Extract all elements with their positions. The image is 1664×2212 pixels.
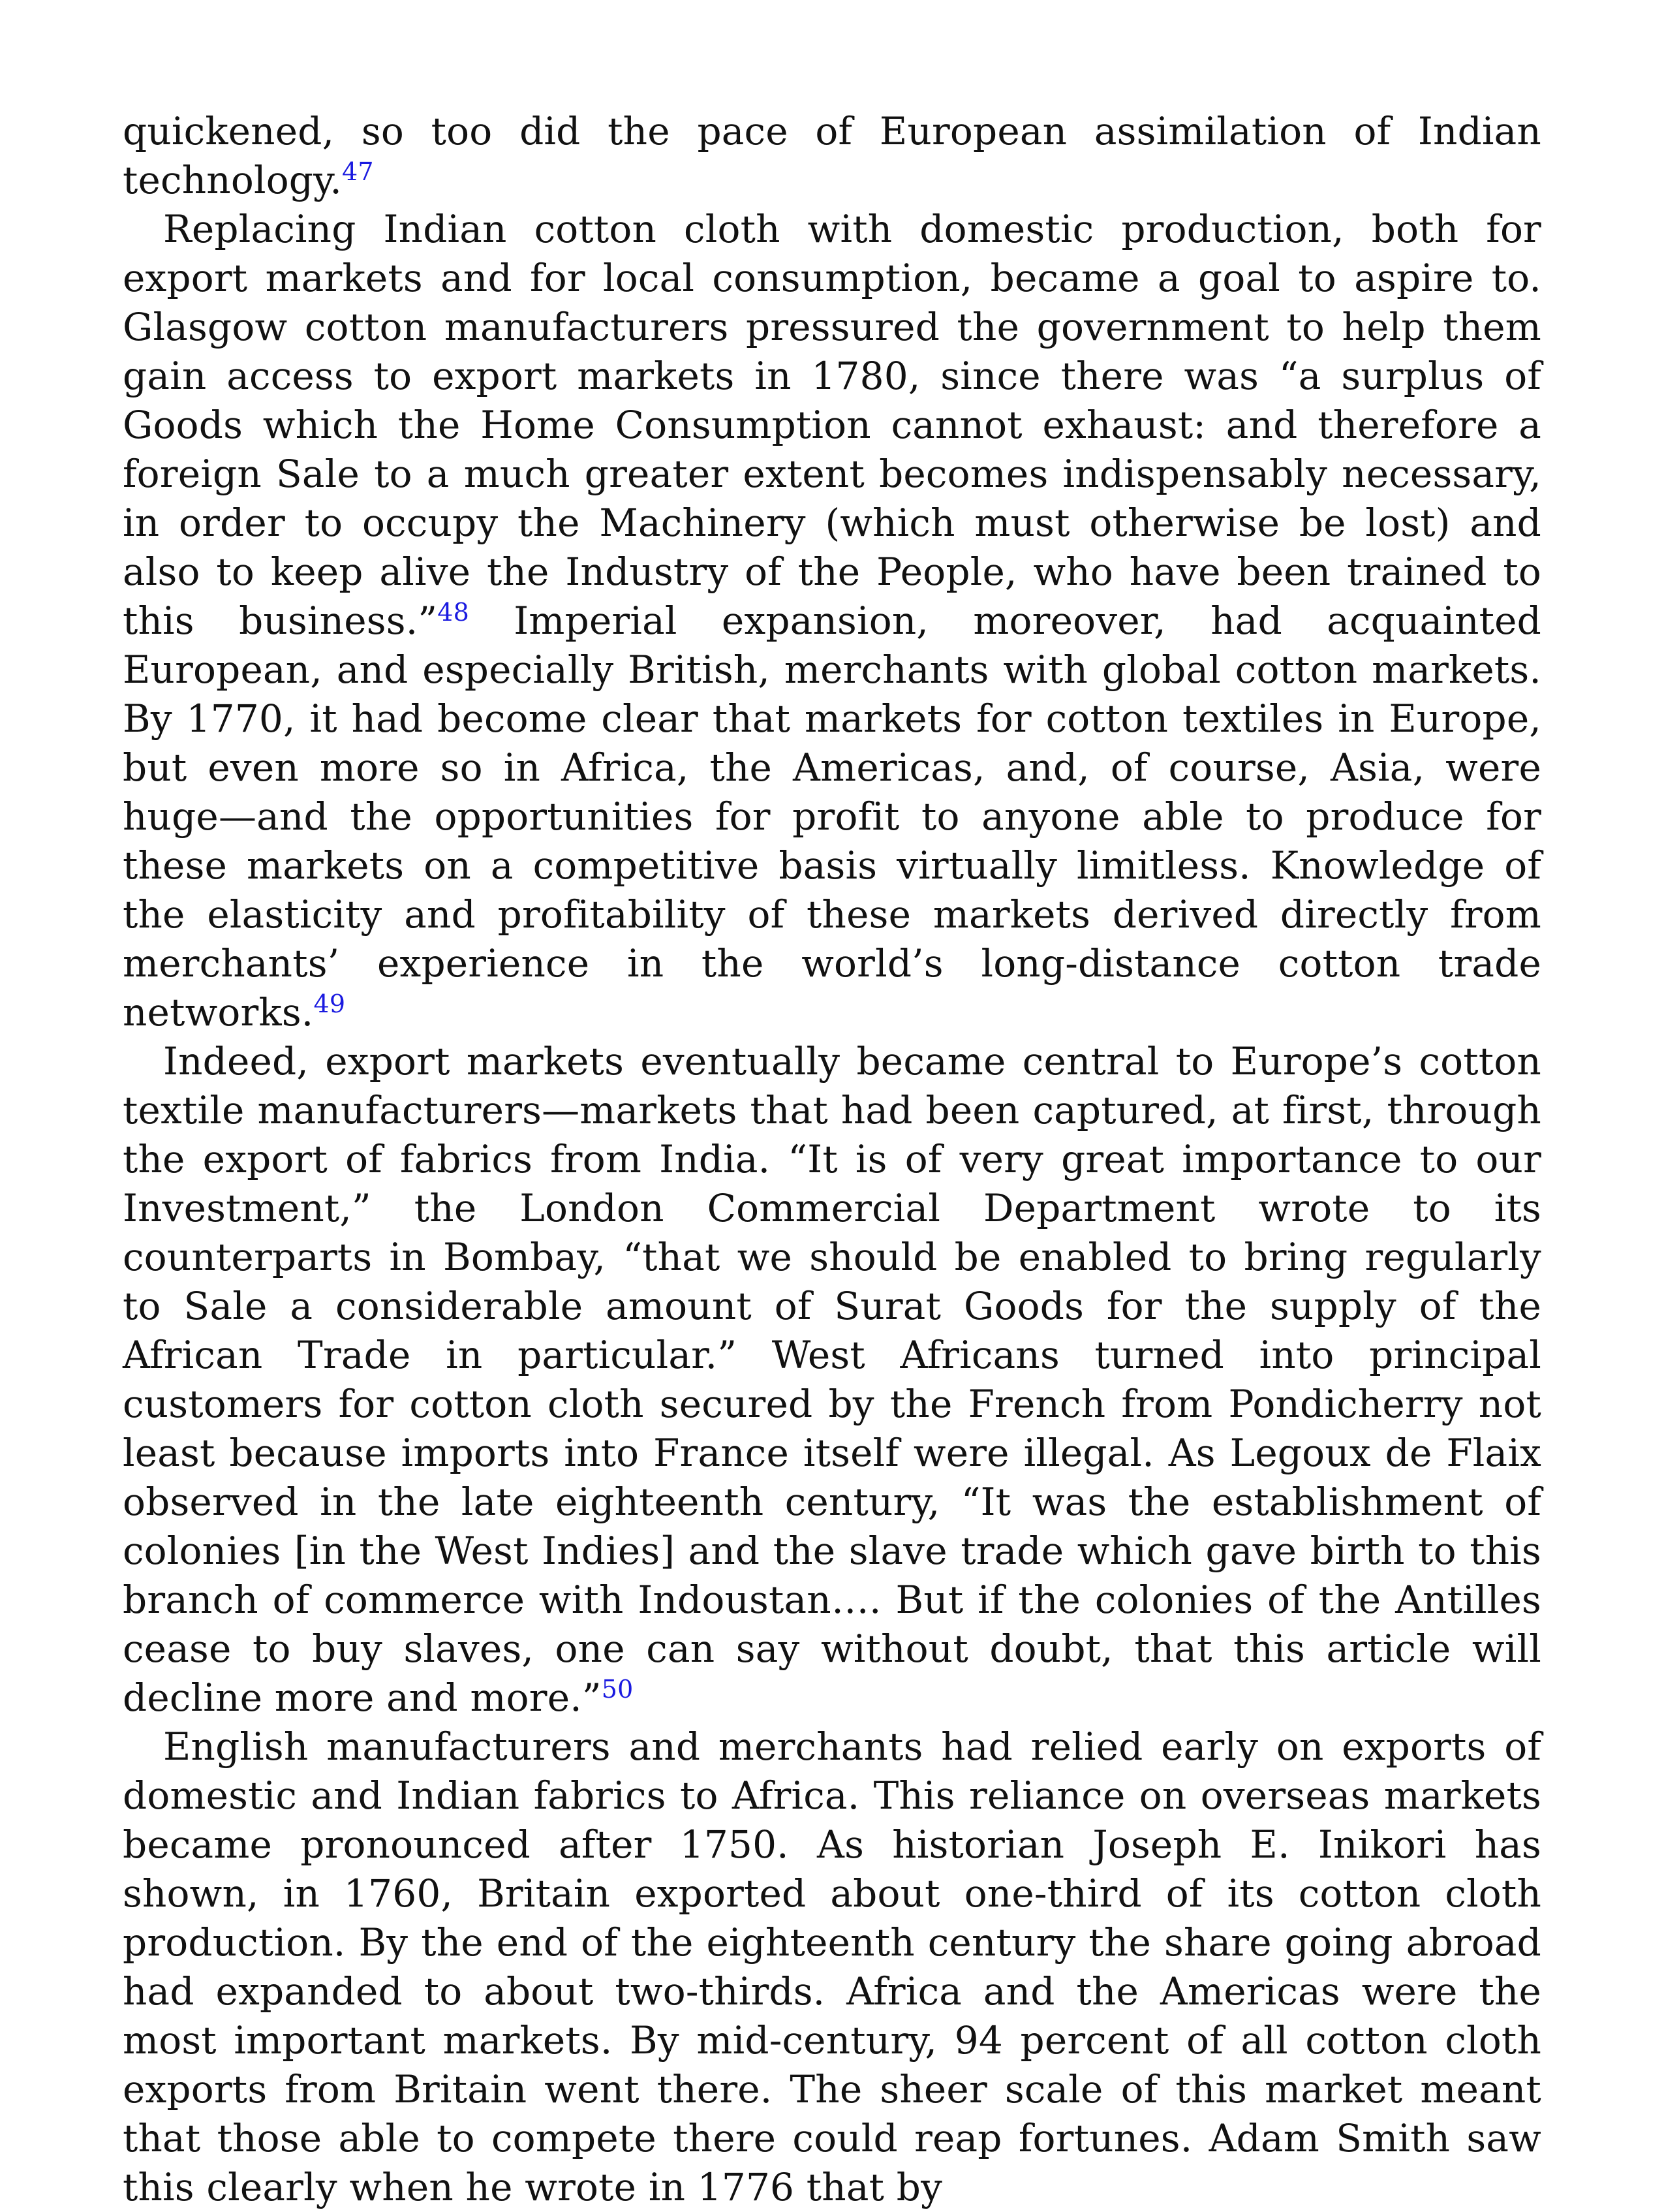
footnote-link-50[interactable]: 50 bbox=[601, 1675, 634, 1704]
paragraph-2-text-before: Replacing Indian cotton cloth with domestic production, both for export markets and for local consumption, became a goal to aspire to. Glasgow cotton manufacturers pressured the government to help them gain access to export markets in 1780, since there was “a surplus of Goods which the Home Consumption cannot exhaust: and therefore a foreign Sale to a much greater extent becomes indispensably necessary, in order to occupy the Machinery (which must otherwise be lost) and also to keep alive the Industry of the People, who have been trained to this business.” bbox=[123, 207, 1541, 643]
footnote-link-49[interactable]: 49 bbox=[313, 989, 346, 1018]
footnote-link-48[interactable]: 48 bbox=[437, 598, 469, 627]
paragraph-2 bbox=[123, 205, 1541, 1037]
footnote-link-47[interactable]: 47 bbox=[342, 157, 374, 186]
paragraph-1 bbox=[123, 107, 1541, 205]
book-page bbox=[123, 107, 1541, 2212]
paragraph-4-text: English manufacturers and merchants had relied early on exports of domestic and Indian fabrics to Africa. This reliance on overseas markets became pronounced after 1750. As historian Joseph E. Inikori has shown, in 1760, Britain exported about one-third of its cotton cloth production. By the end of the eighteenth century the share going abroad had expanded to about two-thirds. Africa and the Americas were the most important markets. By mid-century, 94 percent of all cotton cloth exports from Britain went there. The sheer scale of this market meant that those able to compete there could reap fortunes. Adam Smith saw this clearly when he wrote in 1776 that by bbox=[123, 1724, 1541, 2209]
paragraph-3-text: Indeed, export markets eventually became central to Europe’s cotton textile manufacturers—markets that had been captured, at first, through the export of fabrics from India. “It is of very great importance to our Investment,” the London Commercial Department wrote to its counterparts in Bombay, “that we should be enabled to bring regularly to Sale a considerable amount of Surat Goods for the supply of the African Trade in particular.” West Africans turned into principal customers for cotton cloth secured by the French from Pondicherry not least because imports into France itself were illegal. As Legoux de Flaix observed in the late eighteenth century, “It was the establishment of colonies [in the West Indies] and the slave trade which gave birth to this branch of commerce with Indoustan…. But if the colonies of the Antilles cease to buy slaves, one can say without doubt, that this article will decline more and more.” bbox=[123, 1039, 1541, 1720]
paragraph-1-text: quickened, so too did the pace of European assimilation of Indian technology. bbox=[123, 109, 1541, 202]
paragraph-4 bbox=[123, 1722, 1541, 2212]
paragraph-2-text-after: Imperial expansion, moreover, had acquainted European, and especially British, merchants with global cotton markets. By 1770, it had become clear that markets for cotton textiles in Europe, but even more so in Africa, the Americas, and, of course, Asia, were huge—and the opportunities for profit to anyone able to produce for these markets on a competitive basis virtually limitless. Knowledge of the elasticity and profitability of these markets derived directly from merchants’ experience in the world’s long-distance cotton trade networks. bbox=[123, 599, 1541, 1035]
paragraph-3 bbox=[123, 1037, 1541, 1722]
